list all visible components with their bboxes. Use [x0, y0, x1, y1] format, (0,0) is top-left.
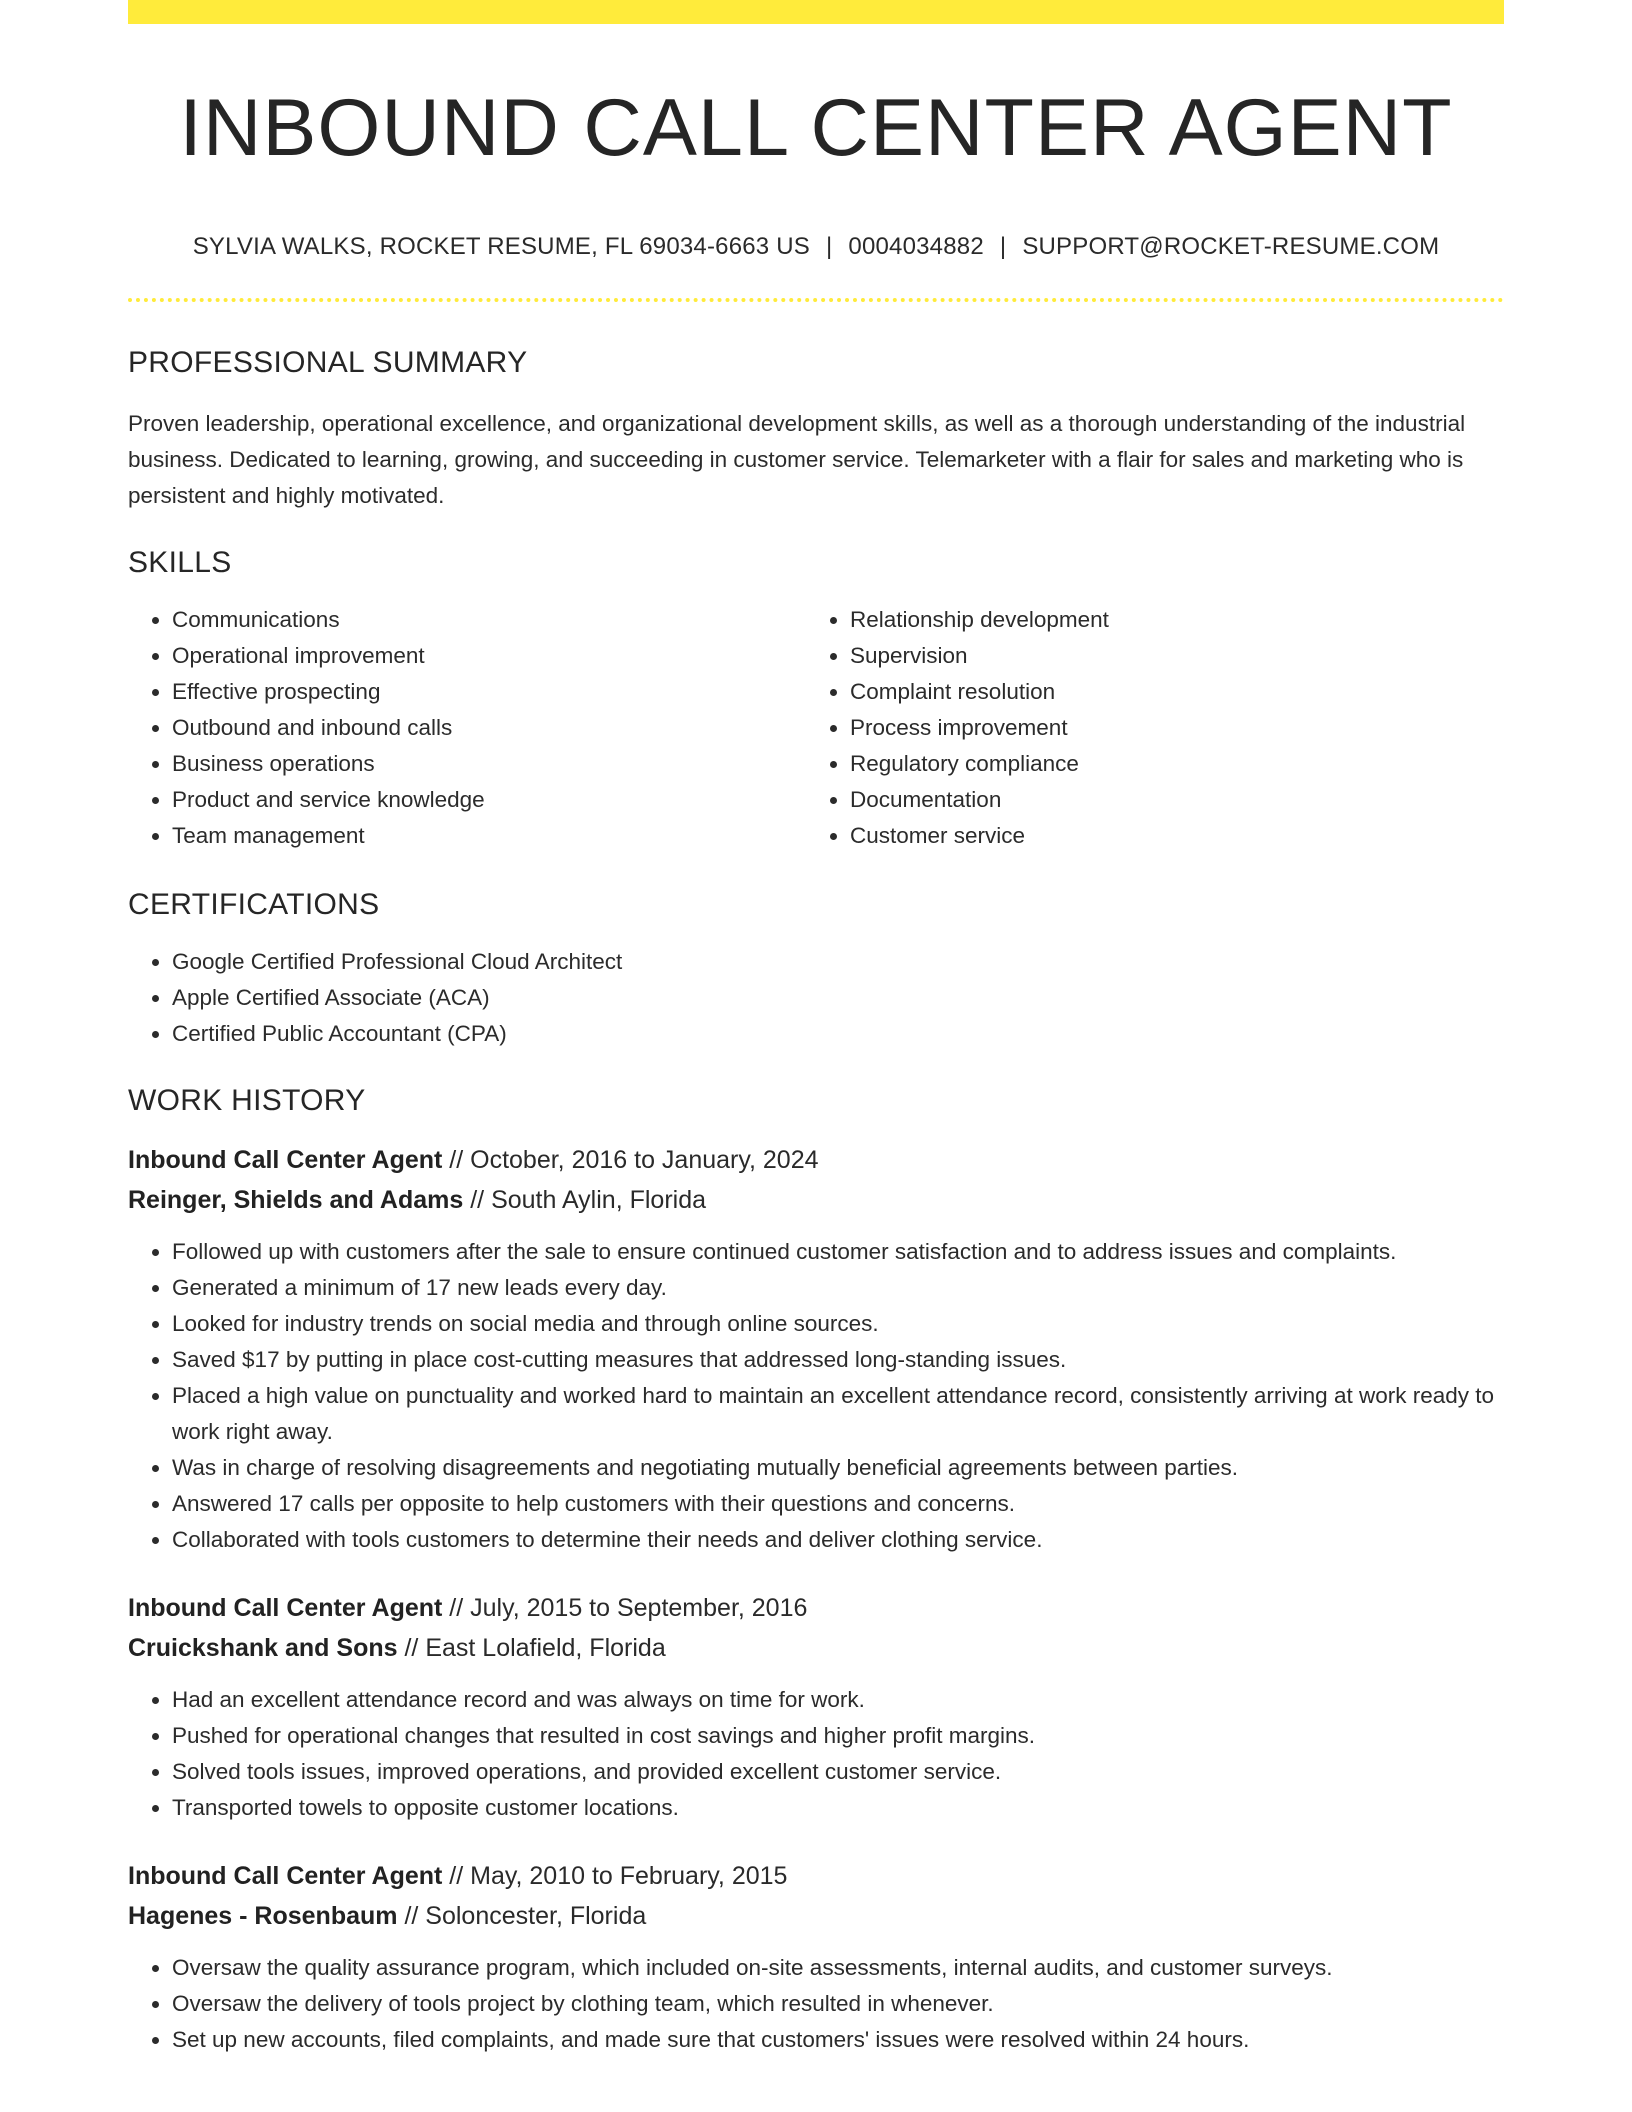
job-company: Reinger, Shields and Adams	[128, 1186, 464, 1215]
summary-text: Proven leadership, operational excellence, and organizational development skills, as well as a thorough understanding of the industrial business. Dedicated to learning, growing, and succeeding in customer service. Telemarketer with a flair for sales and marketing who is persistent and highly motivated.	[128, 411, 1466, 509]
job-bullets	[128, 1234, 1504, 1558]
skills-columns	[128, 602, 1504, 854]
skill-item: • Complaint resolution	[850, 674, 1484, 710]
skill-item: • Documentation	[850, 782, 1484, 818]
skills-heading: SKILLS	[128, 546, 232, 580]
skills-right-list	[806, 602, 1484, 854]
job-role: Inbound Call Center Agent	[128, 1594, 443, 1623]
job-bullet: • Pushed for operational changes that resulted in cost savings and higher profit margins.	[172, 1718, 1504, 1754]
job-location: // South Aylin, Florida	[463, 1186, 707, 1215]
job-bullet: • Solved tools issues, improved operations, and provided excellent customer service.	[172, 1754, 1504, 1790]
resume-page	[128, 0, 1504, 2058]
job-company-line	[128, 1896, 1504, 1936]
job-role: Inbound Call Center Agent	[128, 1862, 443, 1891]
job-bullet: • Set up new accounts, filed complaints, and made sure that customers' issues were resolved within 24 hours.	[172, 2022, 1504, 2058]
contact-address: SYLVIA WALKS, ROCKET RESUME, FL 69034-6663 US	[192, 233, 810, 261]
job-company-line	[128, 1628, 1504, 1668]
job-bullet: • Looked for industry trends on social media and through online sources.	[172, 1306, 1504, 1342]
dotted-divider	[128, 298, 1504, 302]
job-bullet: • Had an excellent attendance record and was always on time for work.	[172, 1682, 1504, 1718]
accent-top-bar	[128, 0, 1504, 24]
job-company-line	[128, 1180, 1504, 1220]
job-dates: // May, 2010 to February, 2015	[442, 1862, 788, 1891]
skill-item: • Supervision	[850, 638, 1484, 674]
job-dates: // July, 2015 to September, 2016	[442, 1594, 808, 1623]
job-bullet: • Was in charge of resolving disagreements and negotiating mutually beneficial agreements between parties.	[172, 1450, 1504, 1486]
skill-item: • Operational improvement	[172, 638, 806, 674]
skill-item: • Regulatory compliance	[850, 746, 1484, 782]
contact-phone: 0004034882	[848, 233, 984, 261]
certifications-list	[128, 944, 1504, 1052]
skill-item: • Process improvement	[850, 710, 1484, 746]
skill-item: • Effective prospecting	[172, 674, 806, 710]
job-location: // East Lolafield, Florida	[397, 1634, 666, 1663]
certification-item: • Google Certified Professional Cloud Architect	[172, 944, 1504, 980]
job-bullet: • Answered 17 calls per opposite to help customers with their questions and concerns.	[172, 1486, 1504, 1522]
skill-item: • Communications	[172, 602, 806, 638]
skill-item: • Business operations	[172, 746, 806, 782]
job-company: Hagenes - Rosenbaum	[128, 1902, 398, 1931]
job-company: Cruickshank and Sons	[128, 1634, 398, 1663]
work-history-heading: WORK HISTORY	[128, 1084, 366, 1118]
job-bullet: • Generated a minimum of 17 new leads every day.	[172, 1270, 1504, 1306]
job-bullet: • Collaborated with tools customers to determine their needs and deliver clothing service.	[172, 1522, 1504, 1558]
job-title-line	[128, 1588, 1504, 1628]
job-title-line	[128, 1140, 1504, 1180]
skill-item: • Relationship development	[850, 602, 1484, 638]
job-role: Inbound Call Center Agent	[128, 1146, 443, 1175]
contact-email: SUPPORT@ROCKET-RESUME.COM	[1022, 233, 1440, 261]
skill-item: • Team management	[172, 818, 806, 854]
job-bullets	[128, 1682, 1504, 1826]
job-bullet: • Transported towels to opposite customer locations.	[172, 1790, 1504, 1826]
skills-left-list	[128, 602, 806, 854]
job-title-line	[128, 1856, 1504, 1896]
job-bullet: • Oversaw the delivery of tools project by clothing team, which resulted in whenever.	[172, 1986, 1504, 2022]
job-bullet: • Placed a high value on punctuality and worked hard to maintain an excellent attendance record, consistently arriving at work ready to work right away.	[172, 1378, 1504, 1450]
skill-item: • Outbound and inbound calls	[172, 710, 806, 746]
job-bullet: • Saved $17 by putting in place cost-cutting measures that addressed long-standing issues.	[172, 1342, 1504, 1378]
certifications-heading: CERTIFICATIONS	[128, 888, 380, 922]
summary-heading: PROFESSIONAL SUMMARY	[128, 346, 528, 380]
skill-item: • Customer service	[850, 818, 1484, 854]
certification-item: • Apple Certified Associate (ACA)	[172, 980, 1504, 1016]
certification-item: • Certified Public Accountant (CPA)	[172, 1016, 1504, 1052]
job-dates: // October, 2016 to January, 2024	[442, 1146, 819, 1175]
job-bullet: • Oversaw the quality assurance program, which included on-site assessments, internal audits, and customer surveys.	[172, 1950, 1504, 1986]
contact-separator: |	[825, 233, 833, 261]
contact-separator: |	[999, 233, 1007, 261]
skill-item: • Product and service knowledge	[172, 782, 806, 818]
resume-title: INBOUND CALL CENTER AGENT	[179, 83, 1453, 173]
job-bullets	[128, 1950, 1504, 2058]
job-location: // Soloncester, Florida	[397, 1902, 647, 1931]
contact-line	[128, 233, 1504, 261]
job-bullet: • Followed up with customers after the sale to ensure continued customer satisfaction and to address issues and complaints.	[172, 1234, 1504, 1270]
